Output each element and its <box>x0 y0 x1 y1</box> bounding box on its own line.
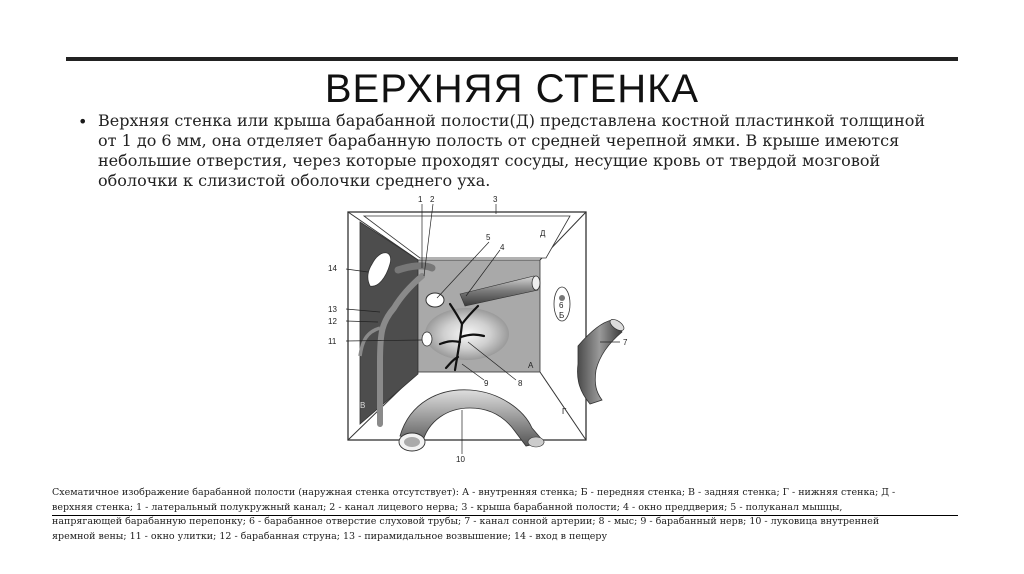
wall-letter-G: Г <box>562 407 567 416</box>
oval-window <box>426 293 444 307</box>
label-11: 11 <box>328 337 337 346</box>
label-9: 9 <box>484 379 489 388</box>
label-14: 14 <box>328 264 337 273</box>
label-10: 10 <box>456 455 465 464</box>
label-13: 13 <box>328 305 337 314</box>
caption-rule <box>52 515 958 516</box>
label-6: 6 <box>559 301 564 310</box>
bullet-text: Верхняя стенка или крыша барабанной полости(Д) представлена костной пластинкой толщиной от 1 до 6 мм, она отделяет барабанную полость от средней черепной ямки. В крыше имеются небольшие отверстия, через которые проходят сосуды, несущие кровь от твердой мозговой оболочки к слизистой оболочки среднего уха. <box>98 111 926 190</box>
label-8: 8 <box>518 379 523 388</box>
lateral-semicircular-canal <box>398 266 432 270</box>
figure-caption: Схематичное изображение барабанной полости (наружная стенка отсутствует): А - внутренняя стенка; Б - передняя стенка; В - задняя стенка; Г - нижняя стенка; Д - верхняя стенка; 1 - латеральный полукружный канал; 2 - канал лицевого нерва; 3 - крыша барабанной полости; 4 - окно преддверия; 5 - полуканал мышцы, напрягающей барабанную перепонку; 6 - барабанное отверстие слуховой трубы; 7 - канал сонной артерии; 8 - мыс; 9 - барабанный нерв; 10 - луковица внутренней яремной вены; 11 - окно улитки; 12 - барабанная струна; 13 - пирамидальное возвышение; 14 - вход в пещеру <box>52 487 896 542</box>
promontory <box>425 308 509 360</box>
label-7: 7 <box>623 338 628 347</box>
wall-letter-B: Б <box>559 311 565 320</box>
wall-letter-V: В <box>360 401 366 410</box>
label-5: 5 <box>486 233 491 242</box>
wall-letter-A: А <box>528 361 534 370</box>
label-12: 12 <box>328 317 337 326</box>
wall-letter-D: Д <box>540 229 546 238</box>
slide-title: ВЕРХНЯЯ СТЕНКА <box>324 67 700 111</box>
label-1: 1 <box>418 195 423 204</box>
label-3: 3 <box>493 195 498 204</box>
bullet-dot: • <box>78 112 88 131</box>
tympanic-cavity-diagram <box>300 192 700 470</box>
round-window <box>422 332 432 346</box>
label-4: 4 <box>500 243 505 252</box>
top-rule <box>66 57 958 61</box>
bullet-item <box>78 111 938 191</box>
label-2: 2 <box>430 195 435 204</box>
